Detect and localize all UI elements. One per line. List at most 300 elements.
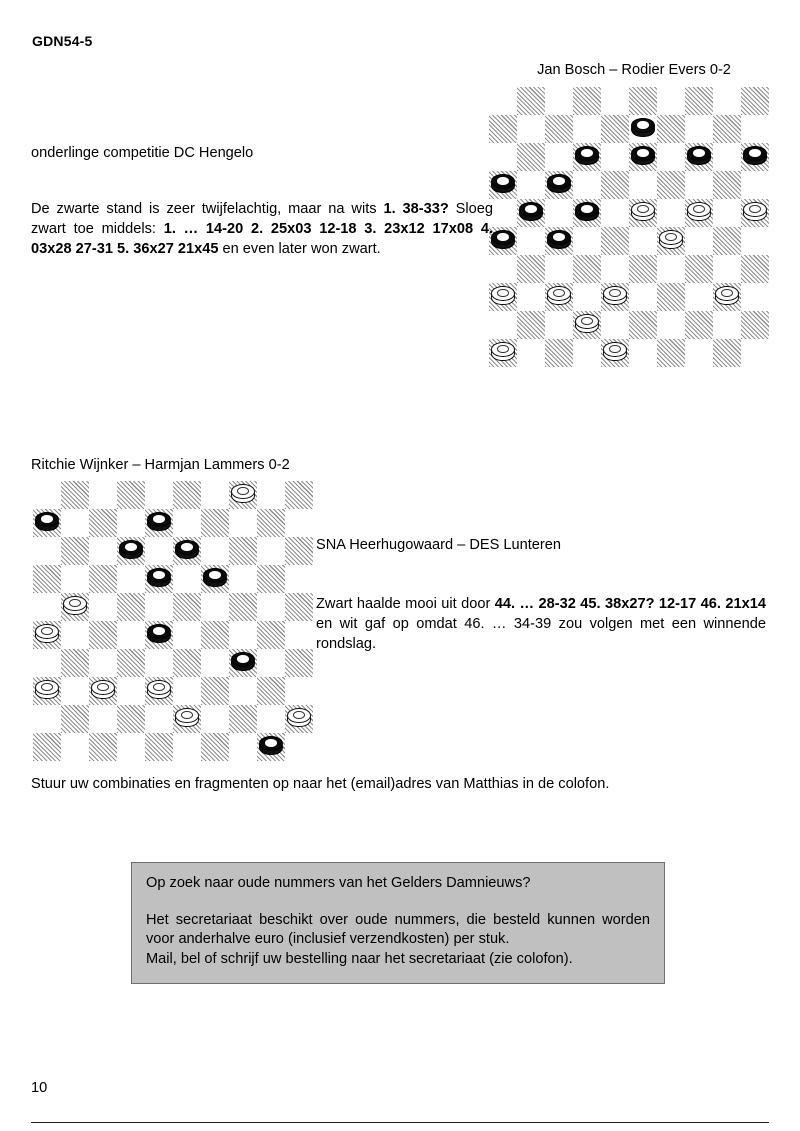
board-square-light [145, 481, 173, 509]
white-piece [687, 202, 711, 223]
board-square-light [713, 311, 741, 339]
board-square-dark [517, 255, 545, 283]
board-square-dark [573, 199, 601, 227]
board-square-light [145, 537, 173, 565]
piece-pip [609, 289, 620, 297]
piece-pip [637, 205, 648, 213]
board-square-light [489, 199, 517, 227]
board-square-dark [33, 565, 61, 593]
piece-pip [265, 739, 276, 747]
notice-question: Op zoek naar oude nummers van het Gelders Damnieuws? [146, 875, 531, 891]
white-piece [35, 680, 59, 701]
board-square-light [517, 283, 545, 311]
board-square-dark [741, 143, 769, 171]
board-square-dark [601, 227, 629, 255]
board-square-light [545, 311, 573, 339]
board-square-dark [89, 677, 117, 705]
black-piece [259, 736, 283, 757]
board-square-dark [601, 171, 629, 199]
board-square-light [89, 537, 117, 565]
board-square-dark [545, 115, 573, 143]
white-piece [63, 596, 87, 617]
board-square-light [657, 199, 685, 227]
board-square-dark [201, 733, 229, 761]
board-square-light [517, 339, 545, 367]
board-square-dark [601, 283, 629, 311]
white-piece [491, 342, 515, 363]
notice-box [131, 862, 665, 984]
board-square-light [713, 143, 741, 171]
board-square-dark [173, 593, 201, 621]
board-square-light [573, 283, 601, 311]
black-piece [631, 118, 655, 139]
piece-pip [721, 289, 732, 297]
notice-paragraph-2: Mail, bel of schrijf uw bestelling naar het secretariaat (zie colofon). [146, 950, 573, 967]
board-square-dark [285, 593, 313, 621]
board-square-dark [201, 677, 229, 705]
diagram-jan-bosch-rodier-evers [489, 87, 769, 367]
piece-pip [125, 543, 136, 551]
white-piece [715, 286, 739, 307]
board-square-dark [285, 481, 313, 509]
board-square-light [573, 339, 601, 367]
board-square-dark [285, 649, 313, 677]
piece-pip [749, 149, 760, 157]
board-square-light [601, 199, 629, 227]
white-piece [175, 708, 199, 729]
piece-pip [581, 317, 592, 325]
board-square-dark [285, 705, 313, 733]
board-square-dark [61, 481, 89, 509]
board-square-light [145, 649, 173, 677]
board-square-light [117, 509, 145, 537]
board-square-light [201, 537, 229, 565]
board-square-light [685, 115, 713, 143]
board-square-light [117, 565, 145, 593]
black-piece [547, 174, 571, 195]
board-square-dark [229, 705, 257, 733]
board-square-light [61, 621, 89, 649]
board-square-dark [257, 509, 285, 537]
piece-pip [181, 543, 192, 551]
board-square-dark [545, 283, 573, 311]
black-piece [519, 202, 543, 223]
black-piece [35, 512, 59, 533]
board-square-light [573, 115, 601, 143]
board-square-light [285, 621, 313, 649]
piece-pip [293, 711, 304, 719]
black-piece [119, 540, 143, 561]
board-square-dark [89, 509, 117, 537]
piece-pip [693, 149, 704, 157]
board-square-light [229, 621, 257, 649]
comment-segment: Zwart haalde mooi uit door [316, 596, 495, 612]
white-piece [91, 680, 115, 701]
black-piece [147, 512, 171, 533]
board-square-light [629, 339, 657, 367]
document-header: GDN54-5 [32, 33, 93, 49]
black-piece [203, 568, 227, 589]
comment-segment: Sloeg zwart toe middels: [31, 201, 493, 237]
board-square-dark [117, 481, 145, 509]
board-square-dark [573, 255, 601, 283]
board-square-dark [145, 509, 173, 537]
piece-pip [497, 233, 508, 241]
piece-pip [497, 177, 508, 185]
board-square-light [657, 143, 685, 171]
board-square-light [229, 509, 257, 537]
board-square-light [685, 283, 713, 311]
piece-pip [553, 233, 564, 241]
board-square-light [685, 227, 713, 255]
board-square-dark [229, 649, 257, 677]
board-square-dark [229, 481, 257, 509]
board-square-light [33, 593, 61, 621]
board-square-dark [713, 283, 741, 311]
board-square-light [285, 677, 313, 705]
board-square-light [741, 283, 769, 311]
board-square-dark [713, 227, 741, 255]
board-square-light [489, 255, 517, 283]
board-square-dark [173, 537, 201, 565]
board-square-dark [229, 537, 257, 565]
closing-line: Stuur uw combinaties en fragmenten op naar het (email)adres van Matthias in de colofon. [31, 776, 610, 792]
board-square-dark [33, 509, 61, 537]
board-square-light [601, 143, 629, 171]
board-square-light [601, 255, 629, 283]
piece-pip [69, 599, 80, 607]
board-square-dark [489, 171, 517, 199]
board-square-dark [657, 171, 685, 199]
board-square-dark [257, 677, 285, 705]
black-piece [147, 568, 171, 589]
board-square-dark [145, 621, 173, 649]
game-title-jan-bosch-rodier-evers: Jan Bosch – Rodier Evers 0-2 [537, 62, 731, 78]
white-piece [35, 624, 59, 645]
board-square-light [173, 509, 201, 537]
board-square-dark [33, 621, 61, 649]
board-grid [489, 87, 769, 367]
piece-pip [609, 345, 620, 353]
piece-pip [553, 289, 564, 297]
board-square-light [89, 705, 117, 733]
notice-paragraph-1: Het secretariaat beschikt over oude nummers, die besteld kunnen worden voor anderhalve euro (inclusief verzendkosten) per stuk. [146, 912, 650, 948]
board-square-dark [685, 311, 713, 339]
board-square-dark [685, 199, 713, 227]
board-square-light [33, 705, 61, 733]
piece-pip [525, 205, 536, 213]
board-square-dark [257, 565, 285, 593]
board-square-dark [89, 621, 117, 649]
board-square-light [713, 87, 741, 115]
board-square-dark [713, 339, 741, 367]
board-square-dark [61, 593, 89, 621]
board-square-light [713, 255, 741, 283]
board-square-dark [657, 339, 685, 367]
board-square-dark [629, 255, 657, 283]
black-piece [575, 146, 599, 167]
comment-segment: 1. … 14-20 2. 25x03 12-18 3. 23x12 17x08 4. 03x28 27-31 5. 36x27 21x45 [31, 220, 493, 257]
board-square-dark [517, 199, 545, 227]
board-square-light [685, 339, 713, 367]
black-piece [175, 540, 199, 561]
piece-pip [497, 345, 508, 353]
board-square-light [573, 171, 601, 199]
board-square-dark [685, 143, 713, 171]
white-piece [631, 202, 655, 223]
board-square-dark [629, 311, 657, 339]
piece-pip [209, 571, 220, 579]
piece-pip [497, 289, 508, 297]
comment-segment: 1. 38-33? [383, 201, 449, 217]
piece-pip [237, 655, 248, 663]
board-square-light [685, 171, 713, 199]
board-square-dark [629, 199, 657, 227]
board-square-light [545, 143, 573, 171]
board-square-light [489, 143, 517, 171]
board-square-light [629, 171, 657, 199]
black-piece [687, 146, 711, 167]
piece-pip [581, 149, 592, 157]
white-piece [287, 708, 311, 729]
piece-pip [153, 571, 164, 579]
board-square-light [257, 705, 285, 733]
board-square-dark [61, 705, 89, 733]
piece-pip [153, 683, 164, 691]
board-square-light [117, 677, 145, 705]
black-piece [147, 624, 171, 645]
black-piece [491, 230, 515, 251]
piece-pip [41, 515, 52, 523]
board-square-light [257, 593, 285, 621]
comment-segment: 44. … 28-32 45. 38x27? 12-17 46. 21x14 [494, 596, 766, 612]
board-square-dark [33, 733, 61, 761]
diagram-ritchie-wijnker-harmjan-lammers [33, 481, 313, 761]
white-piece [491, 286, 515, 307]
piece-pip [749, 205, 760, 213]
board-square-dark [173, 481, 201, 509]
board-square-light [229, 677, 257, 705]
board-square-dark [257, 733, 285, 761]
board-square-dark [489, 115, 517, 143]
board-square-dark [257, 621, 285, 649]
board-square-light [545, 199, 573, 227]
board-square-light [657, 311, 685, 339]
board-square-light [517, 171, 545, 199]
piece-pip [693, 205, 704, 213]
board-square-light [229, 733, 257, 761]
page-number: 10 [31, 1080, 48, 1096]
comment-segment: en even later won zwart. [218, 240, 381, 257]
game-comment-sna-heerhugowaard-des-lunteren [316, 595, 766, 655]
board-square-light [201, 705, 229, 733]
board-square-dark [229, 593, 257, 621]
piece-pip [97, 683, 108, 691]
board-square-light [629, 283, 657, 311]
piece-pip [553, 177, 564, 185]
board-square-light [33, 481, 61, 509]
piece-pip [637, 121, 648, 129]
board-square-light [61, 565, 89, 593]
footer-rule [31, 1122, 769, 1123]
board-square-dark [145, 565, 173, 593]
board-square-dark [201, 509, 229, 537]
board-square-dark [685, 255, 713, 283]
black-piece [575, 202, 599, 223]
board-square-dark [629, 87, 657, 115]
board-square-dark [601, 339, 629, 367]
board-square-light [257, 481, 285, 509]
board-square-dark [545, 171, 573, 199]
board-square-dark [741, 311, 769, 339]
board-square-dark [545, 227, 573, 255]
board-square-dark [489, 227, 517, 255]
black-piece [547, 230, 571, 251]
board-square-light [61, 509, 89, 537]
white-piece [547, 286, 571, 307]
board-square-light [545, 87, 573, 115]
board-square-dark [713, 115, 741, 143]
piece-pip [153, 515, 164, 523]
board-square-light [145, 593, 173, 621]
piece-pip [237, 487, 248, 495]
board-square-dark [741, 87, 769, 115]
black-piece [491, 174, 515, 195]
comment-segment: en wit gaf op omdat 46. … 34-39 zou volgen met een winnende rondslag. [316, 615, 766, 652]
board-square-light [629, 115, 657, 143]
board-square-dark [201, 565, 229, 593]
piece-pip [637, 149, 648, 157]
board-square-light [145, 705, 173, 733]
board-square-light [601, 87, 629, 115]
board-square-light [489, 311, 517, 339]
piece-pip [41, 627, 52, 635]
board-square-light [657, 87, 685, 115]
board-square-light [741, 115, 769, 143]
board-square-light [89, 649, 117, 677]
board-square-dark [657, 227, 685, 255]
black-piece [743, 146, 767, 167]
white-piece [743, 202, 767, 223]
board-square-light [741, 227, 769, 255]
board-square-dark [517, 143, 545, 171]
board-square-dark [545, 339, 573, 367]
board-square-dark [117, 705, 145, 733]
board-square-light [173, 621, 201, 649]
board-square-light [173, 677, 201, 705]
board-square-light [89, 593, 117, 621]
board-square-light [201, 649, 229, 677]
board-square-dark [117, 649, 145, 677]
board-square-dark [713, 171, 741, 199]
board-square-dark [657, 115, 685, 143]
board-square-light [201, 593, 229, 621]
board-square-dark [201, 621, 229, 649]
board-square-dark [489, 283, 517, 311]
board-square-dark [573, 143, 601, 171]
board-square-light [61, 733, 89, 761]
board-square-light [489, 87, 517, 115]
white-piece [147, 680, 171, 701]
club-competition-line: onderlinge competitie DC Hengelo [31, 145, 254, 161]
white-piece [231, 484, 255, 505]
board-square-dark [145, 733, 173, 761]
board-square-dark [573, 87, 601, 115]
black-piece [631, 146, 655, 167]
board-square-dark [61, 649, 89, 677]
white-piece [659, 230, 683, 251]
piece-pip [665, 233, 676, 241]
board-square-dark [573, 311, 601, 339]
board-square-dark [173, 649, 201, 677]
board-square-light [601, 311, 629, 339]
board-square-light [117, 621, 145, 649]
board-square-light [517, 115, 545, 143]
board-square-dark [741, 255, 769, 283]
board-square-dark [517, 311, 545, 339]
board-square-light [33, 537, 61, 565]
board-square-dark [741, 199, 769, 227]
board-square-dark [33, 677, 61, 705]
piece-pip [581, 205, 592, 213]
board-square-dark [489, 339, 517, 367]
board-square-dark [517, 87, 545, 115]
game-comment-jan-bosch-rodier-evers [31, 200, 493, 260]
board-square-light [117, 733, 145, 761]
white-piece [575, 314, 599, 335]
board-square-light [173, 565, 201, 593]
board-square-light [201, 481, 229, 509]
board-grid [33, 481, 313, 761]
board-square-light [285, 565, 313, 593]
board-square-dark [629, 143, 657, 171]
board-square-light [517, 227, 545, 255]
board-square-light [545, 255, 573, 283]
board-square-light [257, 537, 285, 565]
board-square-dark [117, 537, 145, 565]
board-square-light [257, 649, 285, 677]
board-square-light [741, 171, 769, 199]
comment-segment: De zwarte stand is zeer twijfelachtig, maar na wits [31, 201, 384, 217]
black-piece [231, 652, 255, 673]
board-square-light [713, 199, 741, 227]
board-square-light [61, 677, 89, 705]
game-title-ritchie-wijnker-harmjan-lammers: Ritchie Wijnker – Harmjan Lammers 0-2 [31, 457, 290, 473]
white-piece [603, 342, 627, 363]
board-square-light [285, 733, 313, 761]
board-square-dark [89, 565, 117, 593]
board-square-dark [117, 593, 145, 621]
board-square-light [285, 509, 313, 537]
board-square-light [173, 733, 201, 761]
piece-pip [181, 711, 192, 719]
board-square-dark [285, 537, 313, 565]
board-square-dark [61, 537, 89, 565]
board-square-light [629, 227, 657, 255]
piece-pip [41, 683, 52, 691]
board-square-dark [601, 115, 629, 143]
board-square-dark [89, 733, 117, 761]
board-square-light [657, 255, 685, 283]
game-title-sna-heerhugowaard-des-lunteren: SNA Heerhugowaard – DES Lunteren [316, 537, 562, 553]
board-square-light [573, 227, 601, 255]
board-square-dark [657, 283, 685, 311]
piece-pip [153, 627, 164, 635]
white-piece [603, 286, 627, 307]
board-square-dark [145, 677, 173, 705]
board-square-dark [173, 705, 201, 733]
board-square-dark [685, 87, 713, 115]
